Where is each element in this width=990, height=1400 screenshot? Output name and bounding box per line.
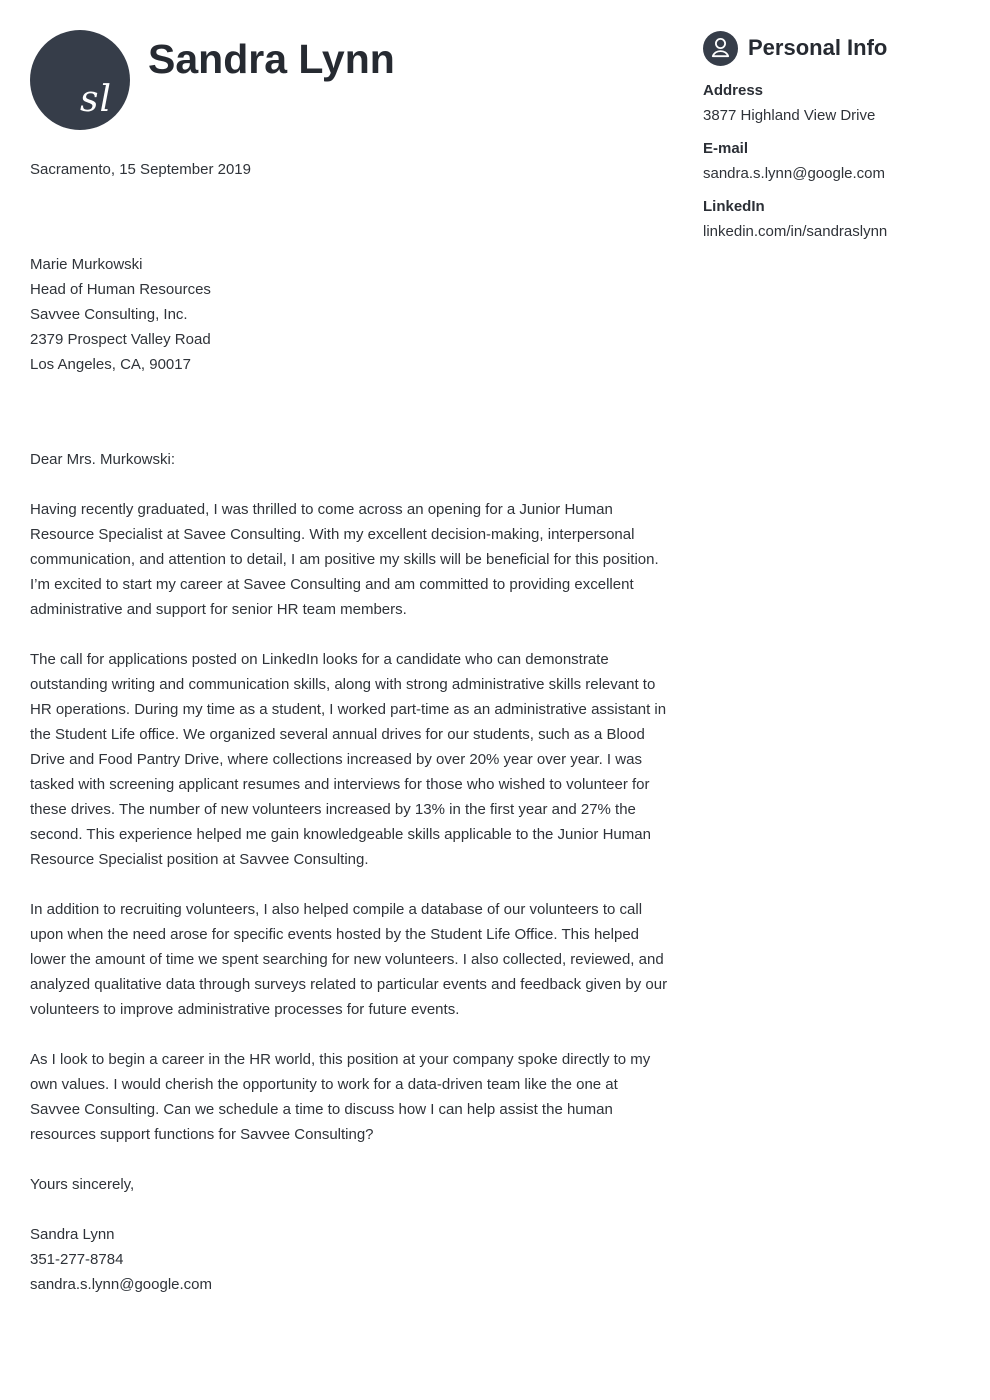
letter-column — [30, 30, 670, 1297]
signature-email: sandra.s.lynn@google.com — [30, 1276, 212, 1293]
linkedin-item — [703, 194, 960, 244]
signature-block — [30, 1222, 670, 1297]
body-paragraph-1: Having recently graduated, I was thrilled to come across an opening for a Junior Human Resource Specialist at Savee Consulting. With my excellent decision-making, interpersonal communication, and attention to detail, I am positive my skills will be beneficial for this position. I’m excited to start my career at Savee Consulting and am committed to providing excellent administrative and support for senior HR team members. — [30, 501, 659, 618]
recipient-name: Marie Murkowski — [30, 256, 143, 273]
linkedin-label: LinkedIn — [703, 198, 765, 215]
personal-info-list — [703, 78, 960, 244]
recipient-title: Head of Human Resources — [30, 281, 211, 298]
recipient-block — [30, 252, 670, 377]
body-paragraph-4: As I look to begin a career in the HR world, this position at your company spoke directly to my own values. I would cherish the opportunity to work for a data-driven team like the one at Savvee Consulting. Can we schedule a time to discuss how I can help assist the human resources support functions for Savvee Consulting? — [30, 1051, 651, 1143]
personal-info-sidebar — [703, 30, 960, 244]
person-icon — [703, 31, 738, 66]
body-paragraph-3: In addition to recruiting volunteers, I also helped compile a database of our volunteers to call upon when the need arose for specific events hosted by the Student Life Office. This helped lower the amount of time we spent searching for new volunteers. I also collected, reviewed, and analyzed qualitative data through surveys related to particular events and feedback given by our volunteers to improve administrative processes for future events. — [30, 901, 668, 1018]
applicant-name: Sandra Lynn — [148, 36, 395, 82]
address-item — [703, 78, 960, 128]
letter-date: Sacramento, 15 September 2019 — [30, 161, 251, 178]
email-item — [703, 136, 960, 186]
email-value: sandra.s.lynn@google.com — [703, 165, 885, 182]
closing-line: Yours sincerely, — [30, 1176, 135, 1193]
monogram-badge — [30, 30, 130, 130]
salutation: Dear Mrs. Murkowski: — [30, 451, 176, 468]
email-label: E-mail — [703, 140, 749, 157]
address-label: Address — [703, 82, 764, 99]
recipient-city: Los Angeles, CA, 90017 — [30, 356, 191, 373]
recipient-street: 2379 Prospect Valley Road — [30, 331, 211, 348]
letter-body — [30, 157, 670, 1297]
personal-info-title: Personal Info — [748, 35, 888, 61]
body-paragraph-2: The call for applications posted on LinkedIn looks for a candidate who can demonstrate outstanding writing and communication skills, along with strong administrative skills relevant to HR operations. During my time as a student, I worked part-time as an administrative assistant in the Student Life office. We organized several annual drives for our students, such as a Blood Drive and Food Pantry Drive, where collections increased by over 20% year over year. I was tasked with screening applicant resumes and interviews for those who wished to volunteer for these drives. The number of new volunteers increased by 13% in the first year and 27% the second. This experience helped me gain knowledgeable skills applicable to the Junior Human Resource Specialist position at Savvee Consulting. — [30, 651, 667, 868]
monogram-text: sl — [80, 79, 112, 120]
address-value: 3877 Highland View Drive — [703, 107, 876, 124]
signature-phone: 351-277-8784 — [30, 1251, 124, 1268]
letter-header — [30, 30, 670, 130]
linkedin-value: linkedin.com/in/sandraslynn — [703, 223, 888, 240]
personal-info-header — [703, 30, 960, 67]
signature-name: Sandra Lynn — [30, 1226, 115, 1243]
recipient-company: Savvee Consulting, Inc. — [30, 306, 188, 323]
